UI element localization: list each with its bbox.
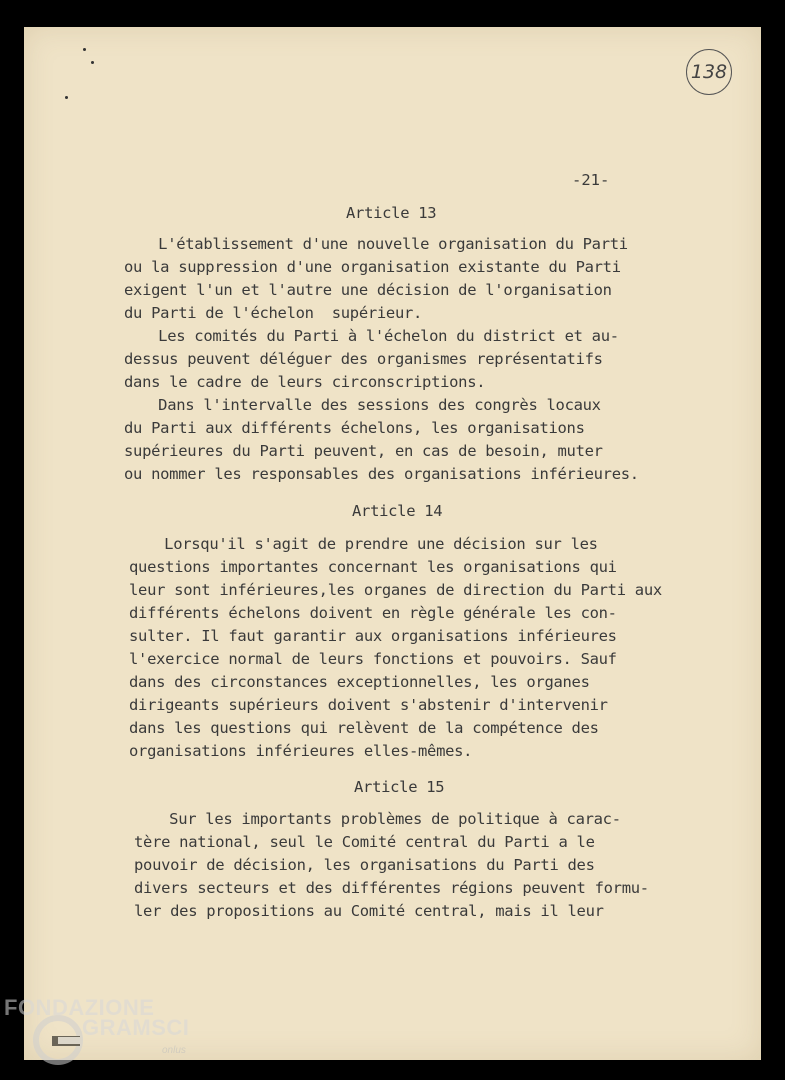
article-14-line: leur sont inférieures,les organes de direction du Parti aux xyxy=(129,581,662,599)
article-13-line: Dans l'intervalle des sessions des congrès locaux xyxy=(113,396,601,414)
article-14-line: différents échelons doivent en règle générale les con- xyxy=(129,604,617,622)
article-15-line: divers secteurs et des différentes régions peuvent formu- xyxy=(134,879,649,897)
article-13-line: Les comités du Parti à l'échelon du district et au- xyxy=(113,327,619,345)
paper-speck xyxy=(91,61,94,64)
article-14-line: Lorsqu'il s'agit de prendre une décision sur les xyxy=(119,535,598,553)
article-15-line: ler des propositions au Comité central, mais il leur xyxy=(134,902,604,920)
article-13-line: ou la suppression d'une organisation existante du Parti xyxy=(124,258,621,276)
article-13-heading: Article 13 xyxy=(346,204,437,222)
paper-speck xyxy=(65,96,68,99)
article-14-heading: Article 14 xyxy=(352,502,443,520)
folio-number: 138 xyxy=(690,61,728,83)
article-14-line: l'exercice normal de leurs fonctions et pouvoirs. Sauf xyxy=(129,650,617,668)
page-number: -21- xyxy=(572,171,610,189)
article-13-line: du Parti aux différents échelons, les organisations xyxy=(124,419,585,437)
article-14-line: sulter. Il faut garantir aux organisations inférieures xyxy=(129,627,617,645)
watermark-line1: FONDAZIONE xyxy=(4,995,155,1020)
folio-stamp xyxy=(686,49,732,95)
article-14-line: dans des circonstances exceptionnelles, les organes xyxy=(129,673,590,691)
article-15-line: pouvoir de décision, les organisations du Parti des xyxy=(134,856,595,874)
article-13-line: exigent l'un et l'autre une décision de l'organisation xyxy=(124,281,612,299)
article-13-line: supérieures du Parti peuvent, en cas de besoin, muter xyxy=(124,442,603,460)
article-13-line: dessus peuvent déléguer des organismes représentatifs xyxy=(124,350,603,368)
article-14-line: questions importantes concernant les organisations qui xyxy=(129,558,617,576)
paper-speck xyxy=(83,48,86,51)
article-15-heading: Article 15 xyxy=(354,778,445,796)
article-13-line: ou nommer les responsables des organisations inférieures. xyxy=(124,465,639,483)
watermark-line3: onlus xyxy=(162,1045,186,1056)
article-15-line: tère national, seul le Comité central du Parti a le xyxy=(134,833,595,851)
article-13-line: L'établissement d'une nouvelle organisation du Parti xyxy=(113,235,628,253)
fondazione-gramsci-watermark xyxy=(0,990,200,1080)
watermark-line2: GRAMSCI xyxy=(82,1015,190,1040)
article-14-line: dirigeants supérieurs doivent s'abstenir d'intervenir xyxy=(129,696,608,714)
article-15-line: Sur les importants problèmes de politique à carac- xyxy=(124,810,621,828)
article-14-line: dans les questions qui relèvent de la compétence des xyxy=(129,719,599,737)
article-13-line: dans le cadre de leurs circonscriptions. xyxy=(124,373,486,391)
article-14-line: organisations inférieures elles-mêmes. xyxy=(129,742,473,760)
article-13-line: du Parti de l'échelon supérieur. xyxy=(124,304,423,322)
